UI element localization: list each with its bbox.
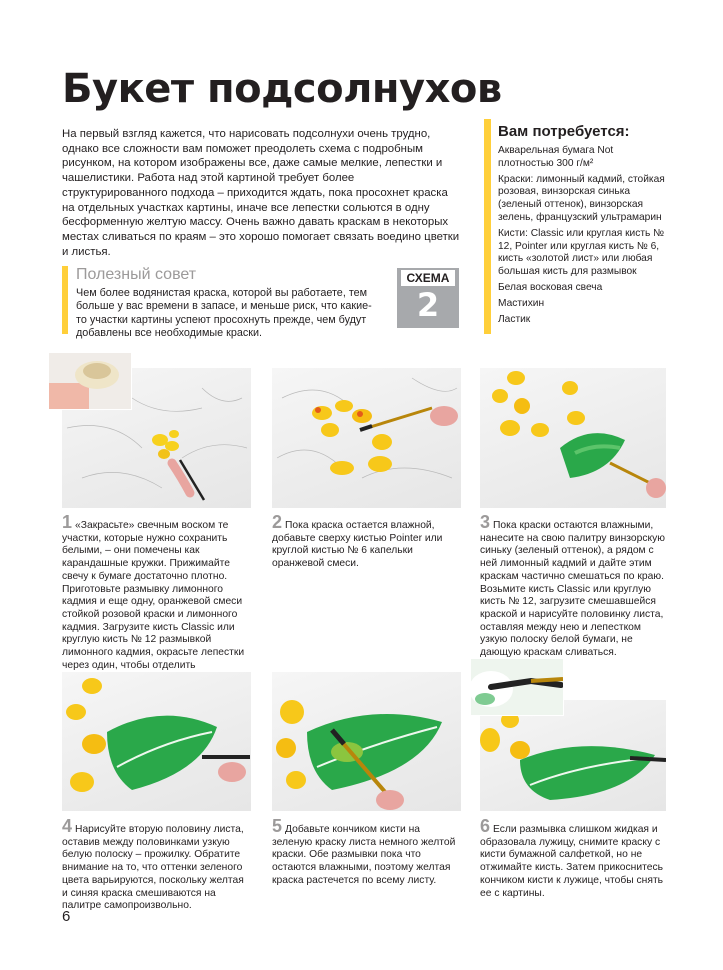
step-description: Добавьте кончиком кисти на зеленую краску листа немного желтой краски. Обе размывки пока что остаются влажными, поэтому желтая краска растечется по всему листу. — [272, 824, 456, 886]
step-5-text — [272, 816, 462, 888]
step-number: 2 — [272, 512, 283, 532]
requirement-item: Кисти: Classic или круглая кисть № 12, Pointer или круглая кисть № 6, кисть «золотой лист» или любая большая кисть для размывок — [498, 227, 665, 278]
painting-illustration — [480, 700, 666, 811]
painting-illustration — [272, 368, 461, 508]
step-3-photo — [480, 368, 666, 508]
accent-bar — [484, 119, 491, 334]
requirements-box — [484, 119, 665, 334]
intro-paragraph: На первый взгляд кажется, что нарисовать подсолнухи очень трудно, однако все сложности вам поможет преодолеть схема с подробным рисунком, на котором изображены все, даже самые мелкие, лепестки и чашелистики. Работа над этой картиной требует более структурированного подхода – приходится ждать, пока просохнет краска на отдельных участках картины, иначе все лепестки сольются в одну бесформенную желтую массу. Очень важно давать краскам в некоторых местах сливаться по краям – это хорошо помогает связать воедино цветки и листья. — [62, 128, 460, 258]
step-6-text — [480, 816, 668, 900]
step-4-photo — [62, 672, 251, 811]
brush-inset-photo — [470, 658, 564, 716]
schema-badge — [397, 268, 459, 328]
step-description: Нарисуйте вторую половину листа, оставив между половинками узкую белую полоску – прожилку. Обратите внимание на то, что оттенки зеленого цвета варьируются, поскольку желтая и синяя краска смешиваются на палитре самопроизвольно. — [62, 824, 244, 912]
schema-label: СХЕМА — [401, 270, 455, 286]
step-3-text — [480, 512, 668, 660]
painting-illustration — [272, 672, 461, 811]
requirement-item: Акварельная бумага Not плотностью 300 г/м² — [498, 145, 614, 169]
step-description: Пока краска остается влажной, добавьте сверху кистью Pointer или круглой кистью № 6 капельки оранжевой смеси. — [272, 520, 443, 570]
page-number: 6 — [62, 908, 71, 925]
step-description: Пока краски остаются влажными, нанесите на свою палитру винзорскую синьку (зеленый оттенок), а рядом с ней лимонный кадмий и дайте этим краскам частично смешаться по краю. Возьмите кисть Classic или круглую кисть № 12, загрузите смешавшейся краской и нарисуйте половинку листа, оставляя между нею и лепестком узкую полоску белой бумаги, не дающую краскам сливаться. — [480, 520, 666, 659]
requirement-item: Ластик — [498, 313, 531, 325]
step-number: 6 — [480, 816, 491, 836]
brush-illustration — [471, 659, 563, 715]
accent-bar — [62, 266, 68, 334]
step-2-text — [272, 512, 462, 571]
page-title: Букет подсолнухов — [62, 66, 502, 112]
requirement-item: Мастихин — [498, 297, 545, 309]
step-number: 1 — [62, 512, 73, 532]
step-number: 5 — [272, 816, 283, 836]
requirement-item: Белая восковая свеча — [498, 281, 603, 293]
step-4-text — [62, 816, 252, 913]
tip-title: Полезный совет — [76, 266, 197, 283]
painting-illustration — [62, 672, 251, 811]
step-5-photo — [272, 672, 461, 811]
step-number: 3 — [480, 512, 491, 532]
step-2-photo — [272, 368, 461, 508]
painting-illustration — [480, 368, 666, 508]
tip-box — [62, 266, 384, 338]
candle-illustration — [49, 353, 131, 409]
schema-number: 2 — [416, 286, 440, 324]
candle-inset-photo — [48, 352, 132, 410]
step-description: Если размывка слишком жидкая и образовала лужицу, снимите краску с кисти бумажной салфеткой, но не отжимайте кисть. Затем прикоснитесь кончиком кисти к лужице, чтобы снять ее с картины. — [480, 824, 664, 899]
step-description: «Закрасьте» свечным воском те участки, которые нужно сохранить белыми, – они помечены как карандашные кружки. Прижимайте свечу к бумаге достаточно плотно. Приготовьте размывку лимонного кадмия и еще одну, оранжевой смеси стойкой розовой краски и лимонного кадмия. Загрузите кисть Classic или круглую кисть № 12 размывкой лимонного кадмия, окрасьте лепестки через один, чтобы отделить — [62, 520, 245, 671]
step-number: 4 — [62, 816, 73, 836]
requirement-item: Краски: лимонный кадмий, стойкая розовая, винзорская синька (зеленый оттенок), винзорская зелень, французский ультрамарин — [498, 173, 665, 223]
step-6-photo — [480, 700, 666, 811]
tip-text: Чем более водянистая краска, которой вы работаете, тем больше у вас времени в запасе, и меньше риск, что какие-то участки картины успеют просохнуть прежде, чем будут добавлены все необходимые краски. — [76, 287, 372, 340]
requirements-title: Вам потребуется: — [498, 123, 630, 140]
step-1-text — [62, 512, 252, 685]
